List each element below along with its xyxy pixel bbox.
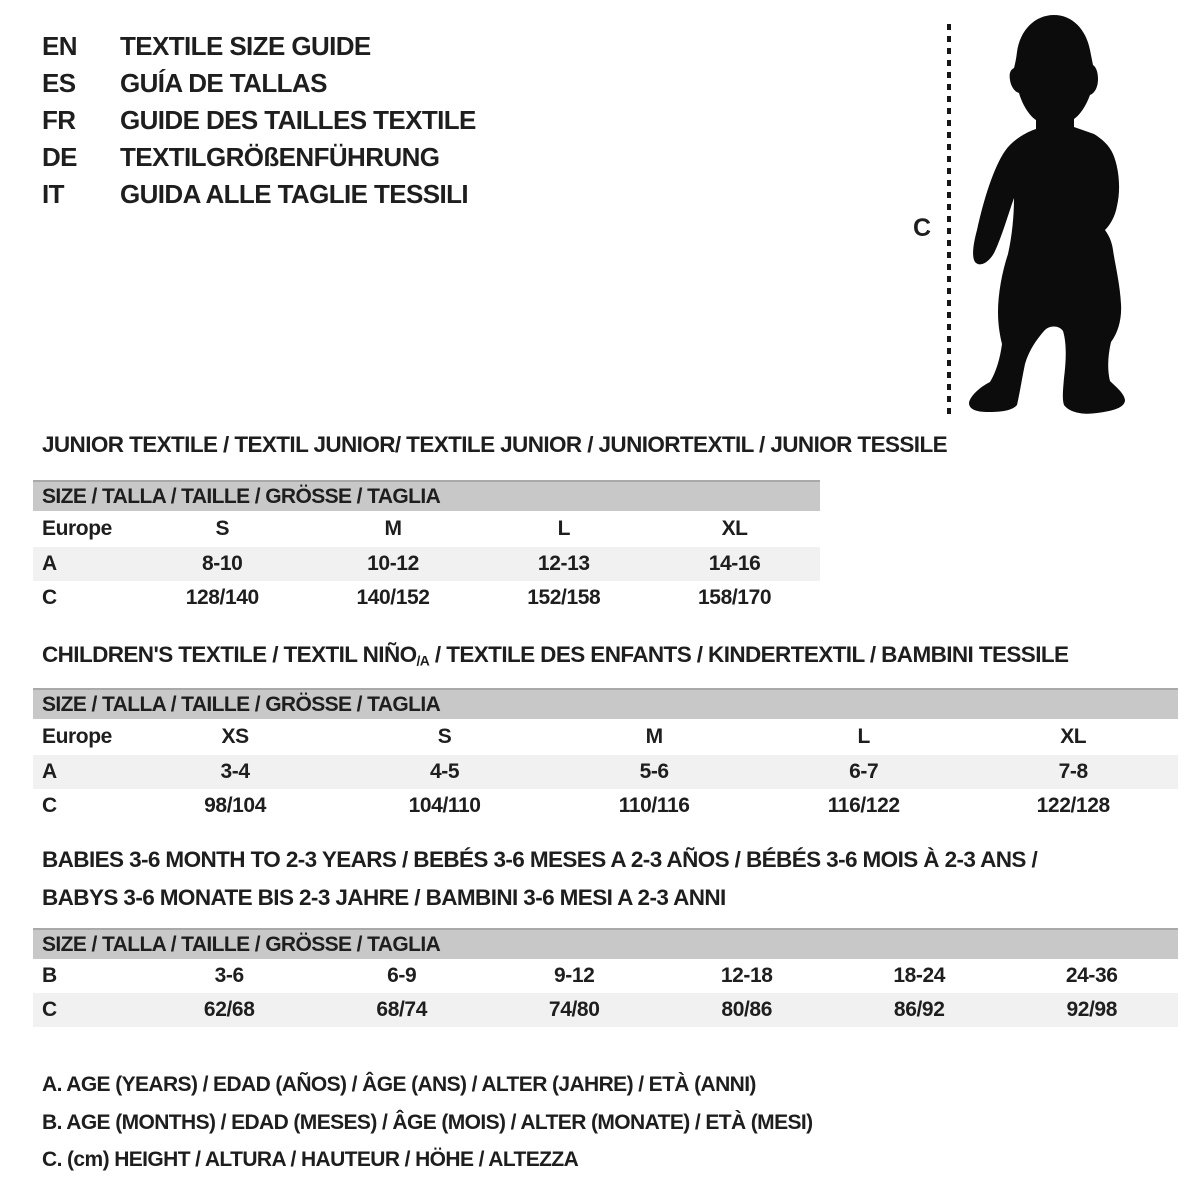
row-label: C	[42, 794, 57, 817]
size-cell: S	[215, 517, 230, 540]
table-row	[33, 581, 820, 615]
row-label: A	[42, 552, 57, 575]
children-title-text: CHILDREN'S TEXTILE / TEXTIL NIÑO	[42, 642, 417, 667]
size-cell: 24-36	[1065, 964, 1118, 987]
language-title-list	[42, 28, 476, 213]
size-cell: 86/92	[893, 998, 945, 1021]
babies-title-line1: BABIES 3-6 MONTH TO 2-3 YEARS / BEBÉS 3-6 MESES A 2-3 AÑOS / BÉBÉS 3-6 MOIS À 2-3 ANS /	[42, 847, 1038, 872]
size-header-bar: SIZE / TALLA / TAILLE / GRÖSSE / TAGLIA	[33, 481, 820, 511]
size-cell: 140/152	[356, 586, 430, 609]
size-cell: XL	[1060, 725, 1087, 748]
size-cell: M	[384, 517, 402, 540]
size-cell: 92/98	[1066, 998, 1117, 1021]
table-row	[33, 511, 820, 547]
children-title-sub: /A	[416, 652, 430, 669]
size-cell: L	[857, 725, 870, 748]
size-cell: 110/116	[618, 794, 690, 817]
lang-row-fr	[42, 102, 476, 139]
size-header-bar: SIZE / TALLA / TAILLE / GRÖSSE / TAGLIA	[33, 929, 1178, 959]
size-cell: 14-16	[708, 552, 761, 575]
legend-line-b: B. AGE (MONTHS) / EDAD (MESES) / ÂGE (MOIS) / ALTER (MONATE) / ETÀ (MESI)	[42, 1110, 813, 1134]
size-cell: 128/140	[185, 586, 259, 609]
junior-size-table	[33, 480, 820, 615]
guide-title-en: TEXTILE SIZE GUIDE	[120, 31, 371, 61]
lang-row-en	[42, 28, 476, 65]
size-cell: 74/80	[548, 998, 600, 1021]
size-cell: 62/68	[203, 998, 255, 1021]
table-row	[33, 547, 820, 581]
size-cell: S	[437, 725, 452, 748]
height-measure-dashed-line	[947, 24, 951, 416]
table-row	[33, 755, 1178, 789]
size-cell: 6-9	[387, 964, 417, 987]
guide-title-de: TEXTILGRÖßENFÜHRUNG	[120, 142, 440, 172]
children-section-title	[42, 642, 1068, 668]
size-cell: 158/170	[698, 586, 772, 609]
size-cell: 122/128	[1036, 794, 1110, 817]
lang-row-it	[42, 176, 476, 213]
junior-section-title: JUNIOR TEXTILE / TEXTIL JUNIOR/ TEXTILE JUNIOR / JUNIORTEXTIL / JUNIOR TESSILE	[42, 432, 947, 457]
size-cell: 10-12	[367, 552, 419, 575]
size-cell: 4-5	[430, 760, 460, 783]
size-cell: XL	[721, 517, 748, 540]
size-cell: 3-6	[214, 964, 244, 987]
guide-title-fr: GUIDE DES TAILLES TEXTILE	[120, 105, 476, 135]
legend-line-a: A. AGE (YEARS) / EDAD (AÑOS) / ÂGE (ANS) / ALTER (JAHRE) / ETÀ (ANNI)	[42, 1073, 756, 1096]
legend-line-c: C. (cm) HEIGHT / ALTURA / HAUTEUR / HÖHE / ALTEZZA	[42, 1148, 579, 1171]
size-cell: XS	[221, 725, 249, 748]
children-title-text: / TEXTILE DES ENFANTS / KINDERTEXTIL / BAMBINI TESSILE	[429, 642, 1069, 667]
size-cell: 9-12	[553, 964, 595, 987]
lang-code: ES	[42, 68, 76, 98]
size-cell: 12-18	[720, 964, 773, 987]
lang-code: DE	[42, 142, 77, 172]
table-row	[33, 719, 1178, 755]
lang-row-de	[42, 139, 476, 176]
guide-title-es: GUÍA DE TALLAS	[120, 68, 327, 98]
size-cell: 3-4	[220, 760, 250, 783]
lang-code: EN	[42, 31, 77, 61]
size-cell: M	[645, 725, 663, 748]
babies-section-title	[42, 841, 1037, 917]
row-label: C	[42, 586, 57, 609]
row-label: Europe	[42, 517, 112, 540]
table-row	[33, 959, 1178, 993]
size-cell: 5-6	[639, 760, 669, 783]
toddler-silhouette-icon	[962, 10, 1146, 422]
babies-size-table	[33, 928, 1178, 1027]
size-cell: 104/110	[408, 794, 481, 817]
table-row	[33, 993, 1178, 1027]
size-cell: 6-7	[849, 760, 879, 783]
table-row	[33, 789, 1178, 823]
lang-code: IT	[42, 179, 64, 209]
size-cell: 80/86	[721, 998, 772, 1021]
size-cell: 12-13	[537, 552, 590, 575]
size-cell: 98/104	[204, 794, 266, 817]
row-label: A	[42, 760, 57, 783]
size-cell: 152/158	[527, 586, 601, 609]
children-size-table	[33, 688, 1178, 823]
row-label: Europe	[42, 725, 112, 748]
height-measure-label: C	[913, 214, 932, 242]
row-label: B	[42, 964, 57, 987]
lang-code: FR	[42, 105, 76, 135]
lang-row-es	[42, 65, 476, 102]
size-cell: 7-8	[1058, 760, 1088, 783]
guide-title-it: GUIDA ALLE TAGLIE TESSILI	[120, 179, 469, 209]
babies-title-line2: BABYS 3-6 MONATE BIS 2-3 JAHRE / BAMBINI 3-6 MESI A 2-3 ANNI	[42, 885, 726, 910]
size-cell: 18-24	[893, 964, 946, 987]
size-header-bar: SIZE / TALLA / TAILLE / GRÖSSE / TAGLIA	[33, 689, 1178, 719]
row-label: C	[42, 998, 57, 1021]
size-cell: L	[557, 517, 570, 540]
size-cell: 116/122	[827, 794, 900, 817]
size-cell: 68/74	[376, 998, 427, 1021]
size-cell: 8-10	[202, 552, 243, 575]
measure-legend	[42, 1066, 813, 1179]
